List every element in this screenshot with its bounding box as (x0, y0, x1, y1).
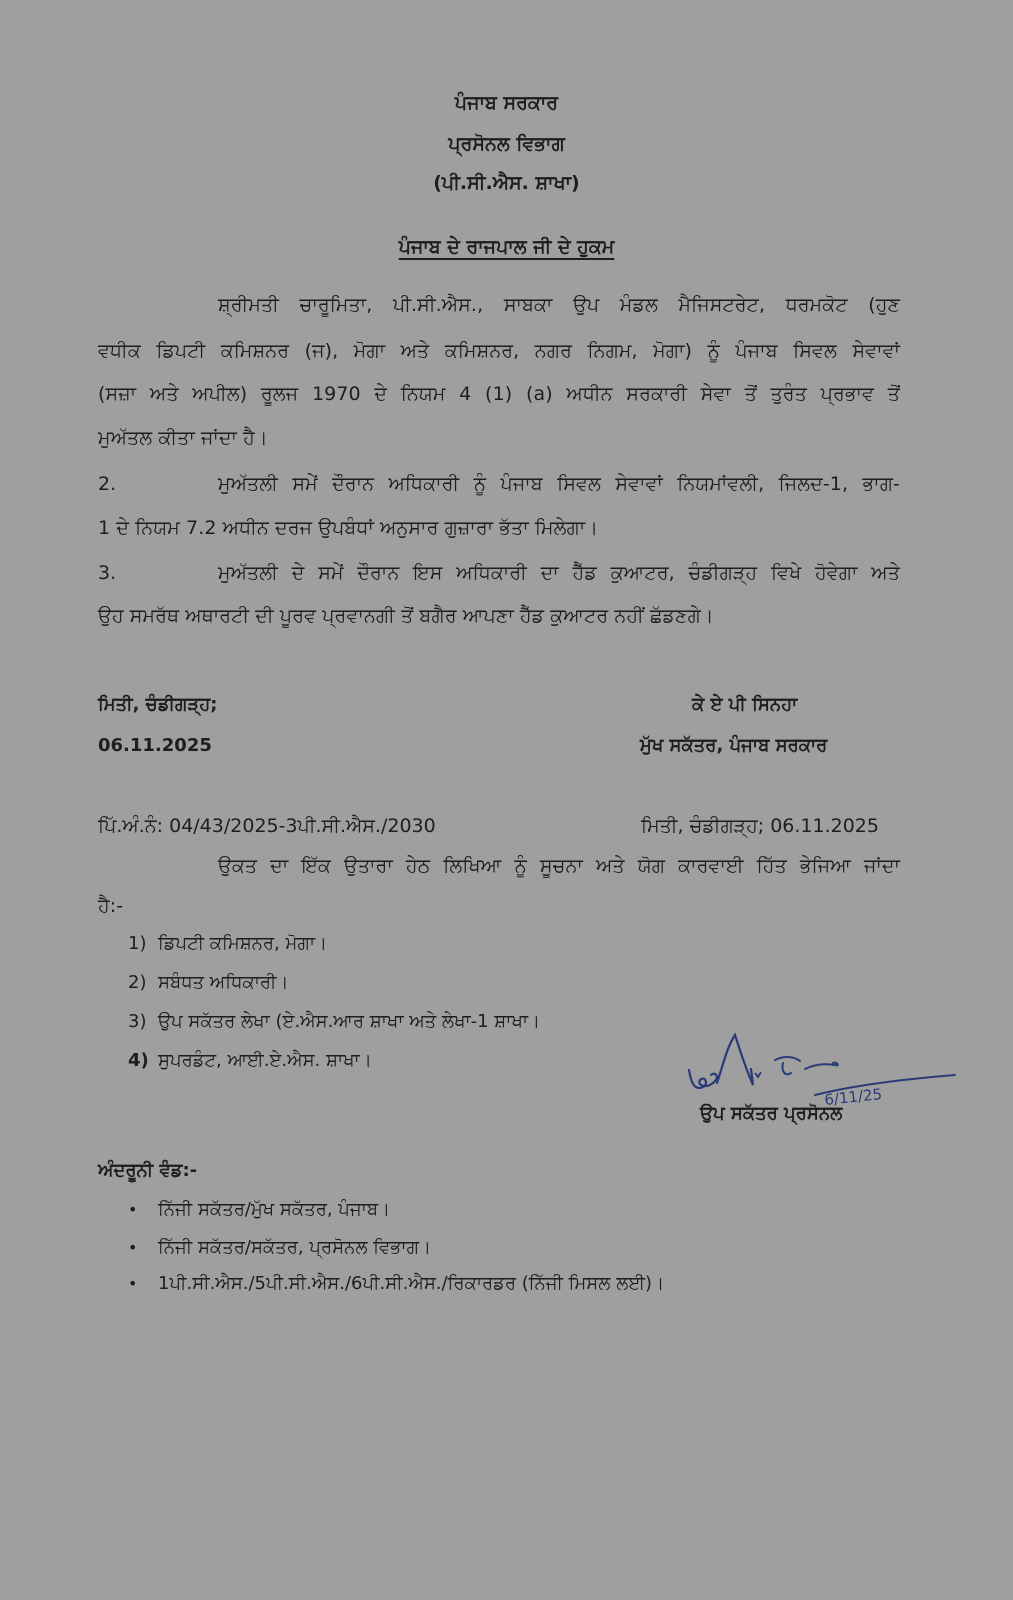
paragraph3-line1: ਮੁਅੱਤਲੀ ਦੇ ਸਮੇਂ ਦੌਰਾਨ ਇਸ ਅਧਿਕਾਰੀ ਦਾ ਹੈੱਡ ਕੁਆਟਰ, ਚੰਡੀਗੜ੍ਹ ਵਿਖੇ ਹੋਵੇਗਾ ਅਤੇ (218, 562, 900, 584)
header-department: ਪ੍ਰਸੋਨਲ ਵਿਭਾਗ (448, 133, 565, 155)
distribution-item (128, 1273, 664, 1294)
reference-number: ਪਿੱ.ਅੰ.ਨੰ: 04/43/2025-3ਪੀ.ਸੀ.ਐਸ./2030 (98, 815, 436, 837)
endorsement-intro-line1: ਉਕਤ ਦਾ ਇੱਕ ਉਤਾਰਾ ਹੇਠ ਲਿਖਿਆ ਨੂੰ ਸੂਚਨਾ ਅਤੇ ਯੋਗ ਕਾਰਵਾਈ ਹਿੱਤ ਭੇਜਿਆ ਜਾਂਦਾ (218, 855, 900, 877)
recipient-number: 2) (128, 972, 147, 993)
paragraph1-line2: ਵਧੀਕ ਡਿਪਟੀ ਕਮਿਸ਼ਨਰ (ਜ), ਮੋਗਾ ਅਤੇ ਕਮਿਸ਼ਨਰ, ਨਗਰ ਨਿਗਮ, ਮੋਗਾ) ਨੂੰ ਪੰਜਾਬ ਸਿਵਲ ਸੇਵਾਵਾਂ (98, 340, 900, 362)
bullet-icon: • (128, 1200, 138, 1219)
paragraph1-line3: (ਸਜ਼ਾ ਅਤੇ ਅਪੀਲ) ਰੂਲਜ 1970 ਦੇ ਨਿਯਮ 4 (1) (a) ਅਧੀਨ ਸਰਕਾਰੀ ਸੇਵਾ ਤੋਂ ਤੁਰੰਤ ਪ੍ਰਭਾਵ ਤੋਂ (98, 383, 900, 405)
deputy-secretary-title: ਉਪ ਸਕੱਤਰ ਪ੍ਰਸੋਨਲ (700, 1103, 843, 1124)
signatory-name: ਕੇ ਏ ਪੀ ਸਿਨਹਾ (692, 694, 798, 715)
distribution-text: 1ਪੀ.ਸੀ.ਐਸ./5ਪੀ.ਸੀ.ਐਸ./6ਪੀ.ਸੀ.ਐਸ./ਰਿਕਾਰਡਰ (ਨਿੱਜੀ ਮਿਸਲ ਲਈ)। (158, 1273, 665, 1294)
signoff-date: 06.11.2025 (98, 735, 212, 756)
signatory-title: ਮੁੱਖ ਸਕੱਤਰ, ਪੰਜਾਬ ਸਰਕਾਰ (640, 735, 828, 756)
signature-date: 6/11/25 (823, 1085, 883, 1109)
recipient-item (128, 933, 327, 954)
header-government: ਪੰਜਾਬ ਸਰਕਾਰ (454, 92, 559, 114)
recipient-number: 1) (128, 933, 147, 954)
recipient-item (128, 1050, 372, 1071)
recipient-text: ਡਿਪਟੀ ਕਮਿਸ਼ਨਰ, ਮੋਗਾ। (158, 933, 328, 954)
recipient-text: ਸੁਪਰਡੰਟ, ਆਈ.ਏ.ਐਸ. ਸ਼ਾਖਾ। (158, 1050, 372, 1071)
recipient-number: 3) (128, 1011, 147, 1032)
distribution-text: ਨਿੱਜੀ ਸਕੱਤਰ/ਮੁੱਖ ਸਕੱਤਰ, ਪੰਜਾਬ। (158, 1199, 391, 1220)
recipient-text: ਉਪ ਸਕੱਤਰ ਲੇਖਾ (ਏ.ਐਸ.ਆਰ ਸ਼ਾਖਾ ਅਤੇ ਲੇਖਾ-1 ਸ਼ਾਖਾ। (158, 1011, 541, 1032)
distribution-item (128, 1237, 431, 1258)
distribution-text: ਨਿੱਜੀ ਸਕੱਤਰ/ਸਕੱਤਰ, ਪ੍ਰਸੋਨਲ ਵਿਭਾਗ। (158, 1237, 432, 1258)
order-title-text: ਪੰਜਾਬ ਦੇ ਰਾਜਪਾਲ ਜੀ ਦੇ ਹੁਕਮ (398, 236, 615, 258)
header-branch: (ਪੀ.ਸੀ.ਐਸ. ਸ਼ਾਖਾ) (433, 172, 580, 194)
paragraph2-number: 2. (98, 473, 117, 495)
paragraph1-line1: ਸ਼੍ਰੀਮਤੀ ਚਾਰੂਮਿਤਾ, ਪੀ.ਸੀ.ਐਸ., ਸਾਬਕਾ ਉਪ ਮੰਡਲ ਮੈਜਿਸਟਰੇਟ, ਧਰਮਕੋਟ (ਹੁਣ (218, 294, 900, 316)
paragraph2-line1: ਮੁਅੱਤਲੀ ਸਮੇਂ ਦੌਰਾਨ ਅਧਿਕਾਰੀ ਨੂੰ ਪੰਜਾਬ ਸਿਵਲ ਸੇਵਾਵਾਂ ਨਿਯਮਾਂਵਲੀ, ਜਿਲਦ-1, ਭਾਗ- (218, 473, 900, 495)
endorsement-intro-line2: ਹੈ:- (98, 895, 124, 917)
bullet-icon: • (128, 1274, 138, 1293)
paragraph2-line2: 1 ਦੇ ਨਿਯਮ 7.2 ਅਧੀਨ ਦਰਜ ਉਪਬੰਧਾਂ ਅਨੁਸਾਰ ਗੁਜ਼ਾਰਾ ਭੱਤਾ ਮਿਲੇਗਾ। (98, 517, 599, 539)
paragraph3-number: 3. (98, 562, 117, 584)
paragraph1-line4: ਮੁਅੱਤਲ ਕੀਤਾ ਜਾਂਦਾ ਹੈ। (98, 427, 268, 449)
recipient-number: 4) (128, 1050, 149, 1071)
signoff-place: ਮਿਤੀ, ਚੰਡੀਗੜ੍ਹ; (98, 694, 218, 715)
recipient-item (128, 972, 289, 993)
order-title (0, 236, 1013, 258)
endorsement-date: ਮਿਤੀ, ਚੰਡੀਗੜ੍ਹ; 06.11.2025 (641, 815, 879, 837)
recipient-item (128, 1011, 540, 1032)
internal-distribution-heading: ਅੰਦਰੂਨੀ ਵੰਡ:- (98, 1160, 198, 1181)
paragraph3-line2: ਉਹ ਸਮਰੱਥ ਅਥਾਰਟੀ ਦੀ ਪੂਰਵ ਪ੍ਰਵਾਨਗੀ ਤੋਂ ਬਗੈਰ ਆਪਣਾ ਹੈੱਡ ਕੁਆਟਰ ਨਹੀਂ ਛੱਡਣਗੇ। (98, 605, 714, 627)
bullet-icon: • (128, 1238, 138, 1257)
distribution-item (128, 1199, 390, 1220)
recipient-text: ਸਬੰਧਤ ਅਧਿਕਾਰੀ। (158, 972, 289, 993)
